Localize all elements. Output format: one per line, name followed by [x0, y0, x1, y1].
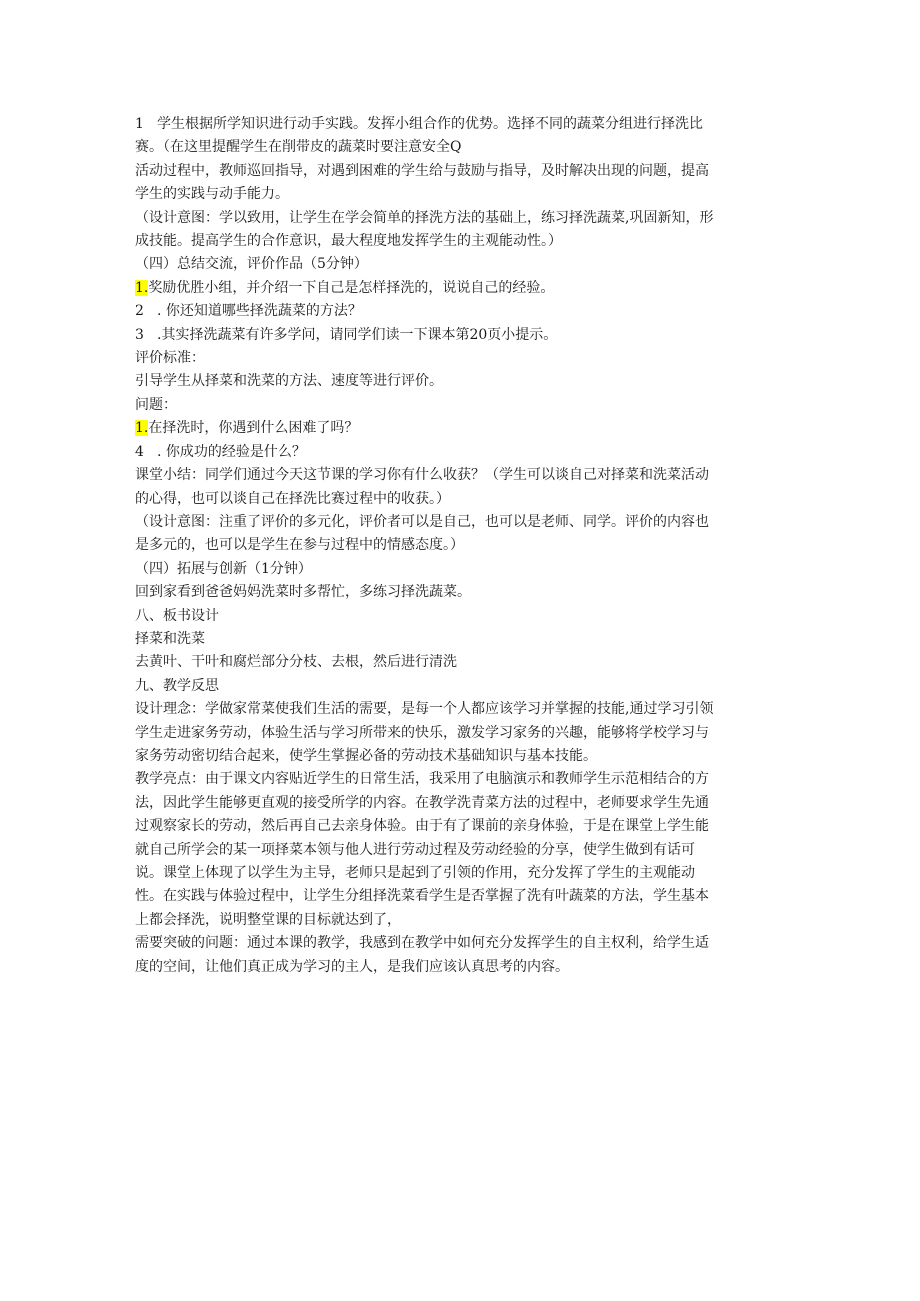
paragraph-evaluation-standard: 引导学生从择菜和洗菜的方法、速度等进行评价。	[135, 373, 443, 390]
paragraph-teaching-highlight: 教学亮点：由于课文内容贴近学生的日常生活，我采用了电脑演示和教师学生示范相结合的方法，因此学生能够更直观的接受所学的内容。在教学洗青菜方法的过程中，老师要求学生先通过观察家长的劳动，然后再自己去亲身体验。由于有了课前的亲身体验，于是在课堂上学生能就自己所学会的某一项择菜本领与他人进行劳动过程及劳动经验的分享，使学生做到有话可说。课堂上体现了以学生为主导，老师只是起到了引领的作用，充分发挥了学生的主观能动性。在实践与体验过程中，让学生分组择洗菜看学生是否掌握了洗有叶蔬菜的方法，学生基本上都会择洗，说明整堂课的目标就达到了，	[135, 771, 709, 928]
paragraph-guidance: 活动过程中，教师巡回指导，对遇到困难的学生给与鼓励与指导，及时解决出现的问题，提高学生的实践与动手能力。	[135, 162, 709, 203]
paragraph-design-concept: 设计理念：学做家常菜使我们生活的需要，是每一个人都应该学习并掌握的技能,通过学习引领学生走进家务劳动，体验生活与学习所带来的快乐，激发学习家务的兴趣，能够将学校学习与家务劳动密切结合起来，使学生掌握必备的劳动技术基础知识与基本技能。	[135, 701, 714, 764]
paragraph-design-intent-1: （设计意图：学以致用，让学生在学会简单的择洗方法的基础上，练习择洗蔬菜,巩固新知，形成技能。提高学生的合作意识，最大程度地发挥学生的主观能动性。）	[135, 209, 714, 250]
item-number: 2	[135, 303, 144, 320]
list-item-reward: 1.奖励优胜小组，并介绍一下自己是怎样择洗的，说说自己的经验。	[135, 279, 555, 296]
list-item-textbook: 3 .其实择洗蔬菜有许多学问，请同学们读一下课本第20页小提示。	[135, 324, 715, 347]
heading-board-design: 八、板书设计	[135, 607, 219, 624]
highlighted-number: 1.	[135, 420, 149, 437]
heading-extension-section: （四）拓展与创新（1分钟）	[135, 560, 312, 577]
paragraph-homework: 回到家看到爸爸妈妈洗菜时多帮忙，多练习择洗蔬菜。	[135, 584, 471, 601]
item-number: 1	[135, 116, 144, 132]
item-number: 4	[135, 443, 144, 460]
list-item-question-1: 1.在择洗时，你遇到什么困难了吗？	[135, 420, 359, 437]
heading-summary-section: （四）总结交流，评价作品（5分钟）	[135, 256, 368, 273]
board-content: 去黄叶、干叶和腐烂部分分枝、去根，然后进行清洗	[135, 654, 457, 671]
paragraph-design-intent-2: （设计意图：注重了评价的多元化，评价者可以是自己，也可以是老师、同学。评价的内容也是多元的，也可以是学生在参与过程中的情感态度。）	[135, 513, 709, 554]
board-title: 择菜和洗菜	[135, 630, 205, 647]
item-number: 3	[135, 326, 144, 343]
paragraph-practice: 1 学生根据所学知识进行动手实践。发挥小组合作的优势。选择不同的蔬菜分组进行择洗比赛。（在这里提醒学生在削带皮的蔬菜时要注意安全Q	[135, 113, 715, 160]
document-body	[135, 113, 715, 979]
list-item-methods: 2 . 你还知道哪些择洗蔬菜的方法？	[135, 300, 715, 323]
highlighted-number: 1.	[135, 279, 149, 296]
list-item-question-4: 4 . 你成功的经验是什么？	[135, 441, 715, 464]
heading-teaching-reflection: 九、教学反思	[135, 677, 219, 694]
label-questions: 问题：	[135, 396, 177, 413]
paragraph-breakthrough: 需要突破的问题：通过本课的教学，我感到在教学中如何充分发挥学生的自主权利，给学生适度的空间，让他们真正成为学习的主人，是我们应该认真思考的内容。	[135, 935, 709, 975]
paragraph-class-summary: 课堂小结：同学们通过今天这节课的学习你有什么收获？（学生可以谈自己对择菜和洗菜活动的心得，也可以谈自己在择洗比赛过程中的收获。）	[135, 467, 709, 507]
label-evaluation-standard: 评价标准：	[135, 350, 205, 367]
